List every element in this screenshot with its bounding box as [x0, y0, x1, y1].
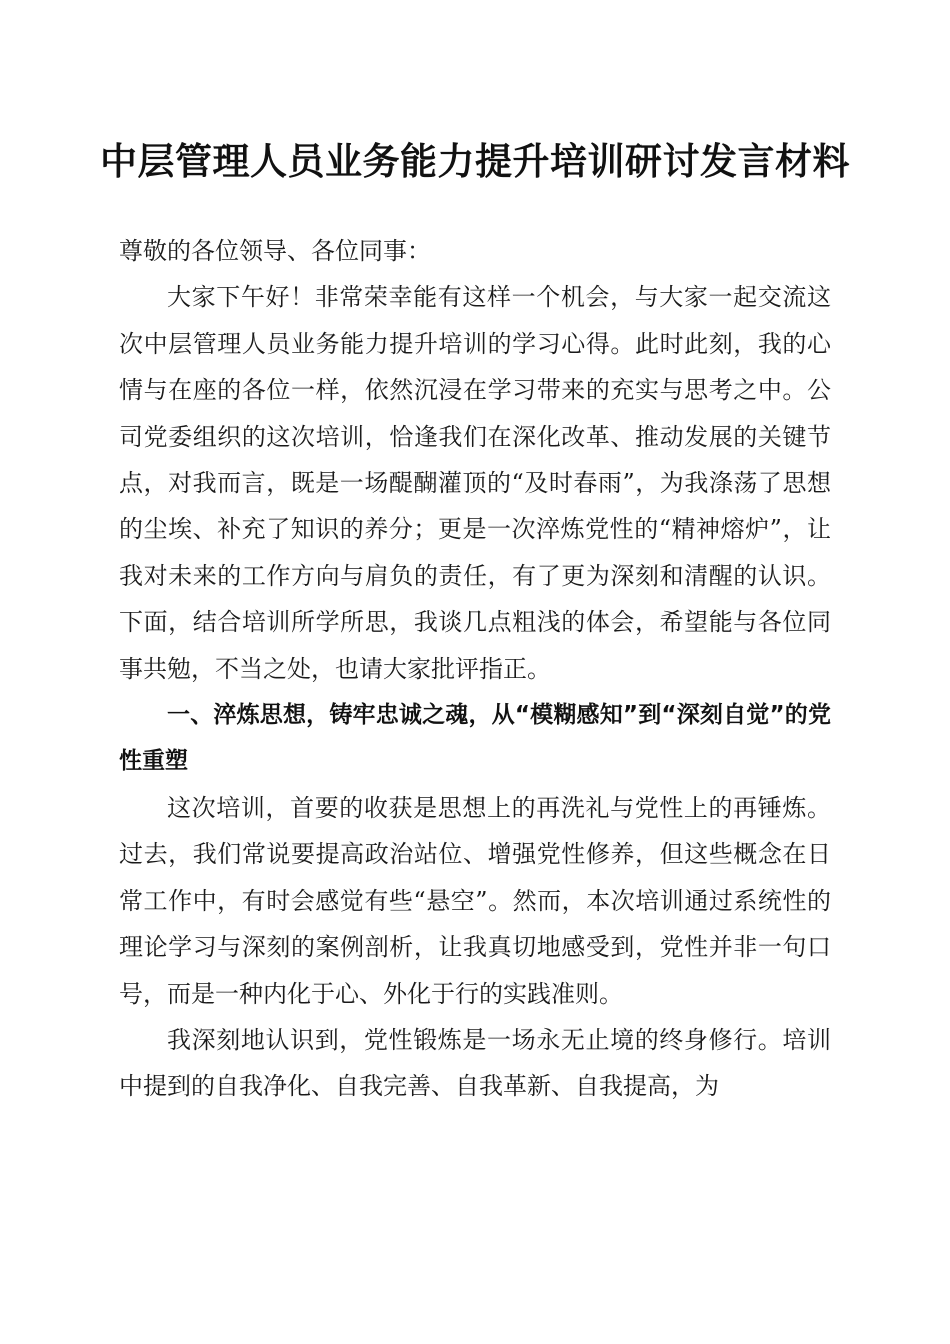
document-title: 中层管理人员业务能力提升培训研讨发言材料 [100, 139, 850, 183]
opening-paragraph: 大家下午好！非常荣幸能有这样一个机会，与大家一起交流这次中层管理人员业务能力提升培训的学习心得。此时此刻，我的心情与在座的各位一样，依然沉浸在学习带来的充实与思考之中。公司党委组织的这次培训，恰逢我们在深化改革、推动发展的关键节点，对我而言，既是一场醍醐灌顶的“及时春雨”，为我涤荡了思想的尘埃、补充了知识的养分；更是一次淬炼党性的“精神熔炉”，让我对未来的工作方向与肩负的责任，有了更为深刻和清醒的认识。下面，结合培训所学所思，我谈几点粗浅的体会，希望能与各位同事共勉，不当之处，也请大家批评指正。 [119, 283, 831, 683]
document-body [119, 228, 831, 1110]
section-heading-1: 一、淬炼思想，铸牢忠诚之魂，从“模糊感知”到“深刻自觉”的党性重塑 [119, 702, 831, 775]
section-1-paragraph-1: 这次培训，首要的收获是思想上的再洗礼与党性上的再锤炼。过去，我们常说要提高政治站位、增强党性修养，但这些概念在日常工作中，有时会感觉有些“悬空”。然而，本次培训通过系统性的理论学习与深刻的案例剖析，让我真切地感受到，党性并非一句口号，而是一种内化于心、外化于行的实践准则。 [119, 793, 831, 1008]
salutation: 尊敬的各位领导、各位同事： [119, 237, 431, 265]
section-1-paragraph-2: 我深刻地认识到，党性锻炼是一场永无止境的终身修行。培训中提到的自我净化、自我完善、自我革新、自我提高，为 [119, 1025, 831, 1101]
